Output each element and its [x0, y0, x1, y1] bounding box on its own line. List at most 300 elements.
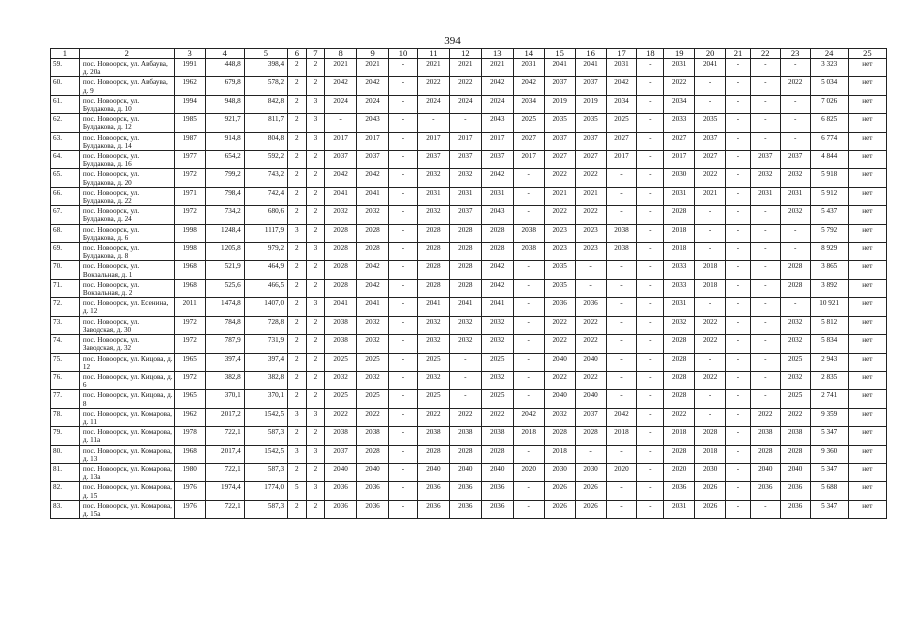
table-cell: 2017 [417, 132, 449, 150]
table-cell: 2021 [695, 187, 726, 205]
table-cell: - [726, 114, 751, 132]
table-cell: - [637, 151, 664, 169]
table-cell: 2028 [325, 261, 357, 279]
table-cell: 1976 [174, 500, 205, 518]
table-cell: 2040 [575, 390, 606, 408]
table-cell: 1972 [174, 206, 205, 224]
table-cell: - [513, 335, 544, 353]
table-cell: 2027 [513, 132, 544, 150]
table-cell: - [637, 335, 664, 353]
table-cell: 2032 [780, 316, 810, 334]
table-cell: - [389, 316, 418, 334]
table-cell: 2022 [544, 206, 575, 224]
table-cell: 2022 [575, 371, 606, 389]
table-cell: 2025 [417, 353, 449, 371]
table-cell: нет [848, 95, 886, 113]
table-cell: 2038 [606, 224, 637, 242]
table-cell: 2036 [481, 500, 513, 518]
table-cell: 2031 [481, 187, 513, 205]
table-cell: 2 [306, 187, 325, 205]
table-cell: 2037 [544, 132, 575, 150]
table-cell: нет [848, 500, 886, 518]
table-cell: - [726, 243, 751, 261]
table-cell: - [417, 114, 449, 132]
table-cell: - [726, 59, 751, 77]
table-cell: 2041 [481, 298, 513, 316]
row-number-cell: 82. [51, 482, 80, 500]
table-cell: 2031 [664, 500, 695, 518]
table-cell: 2032 [481, 335, 513, 353]
table-cell: 2021 [325, 59, 357, 77]
table-cell: 2017 [664, 151, 695, 169]
address-cell: пос. Новоорск, ул. Комарова, д. 13а [79, 463, 174, 481]
table-cell: 2021 [481, 59, 513, 77]
table-cell: 2031 [664, 298, 695, 316]
table-cell: - [637, 132, 664, 150]
table-cell: 2028 [544, 427, 575, 445]
table-cell: 2042 [513, 77, 544, 95]
table-cell: 2027 [575, 151, 606, 169]
table-cell: - [389, 77, 418, 95]
table-cell: 2028 [481, 243, 513, 261]
column-header: 13 [481, 49, 513, 59]
table-cell: - [750, 353, 780, 371]
table-cell: 2022 [695, 169, 726, 187]
table-cell: 5 918 [810, 169, 848, 187]
table-cell: - [575, 279, 606, 297]
address-cell: пос. Новоорск, ул. Булдакова, д. 16 [79, 151, 174, 169]
table-cell: 2 [288, 206, 307, 224]
table-cell: 2018 [664, 243, 695, 261]
table-cell: - [637, 445, 664, 463]
table-row [51, 335, 887, 353]
table-cell: 2 741 [810, 390, 848, 408]
table-cell: 2022 [575, 316, 606, 334]
table-cell: 2021 [575, 187, 606, 205]
table-cell: 2028 [325, 279, 357, 297]
table-cell: 2036 [544, 298, 575, 316]
table-cell: 2038 [325, 427, 357, 445]
table-cell: 2038 [325, 335, 357, 353]
table-cell: 2036 [325, 500, 357, 518]
table-cell: 2031 [780, 187, 810, 205]
table-cell: 1980 [174, 463, 205, 481]
column-header: 19 [664, 49, 695, 59]
table-cell: 2022 [357, 408, 389, 426]
table-cell: 1978 [174, 427, 205, 445]
row-number-cell: 62. [51, 114, 80, 132]
table-cell: 2030 [695, 463, 726, 481]
table-cell: - [513, 390, 544, 408]
table-cell: 2 [306, 59, 325, 77]
table-cell: 2 [306, 77, 325, 95]
table-cell: 2028 [357, 224, 389, 242]
table-cell: 2017 [513, 151, 544, 169]
table-cell: 2037 [325, 151, 357, 169]
table-cell: 2 [288, 132, 307, 150]
table-cell: - [513, 298, 544, 316]
table-cell: 1972 [174, 316, 205, 334]
table-cell: - [389, 482, 418, 500]
table-cell: 2025 [780, 353, 810, 371]
table-row [51, 169, 887, 187]
table-cell: 2038 [417, 427, 449, 445]
table-cell: 2038 [449, 427, 481, 445]
table-cell: 2036 [357, 500, 389, 518]
table-cell: 2025 [513, 114, 544, 132]
table-cell: - [750, 500, 780, 518]
table-cell: 9 359 [810, 408, 848, 426]
table-cell: 2035 [695, 114, 726, 132]
table-cell: 2032 [449, 335, 481, 353]
table-cell: нет [848, 371, 886, 389]
table-cell: 398,4 [244, 59, 287, 77]
table-cell: нет [848, 169, 886, 187]
table-cell: 2026 [544, 482, 575, 500]
table-cell: - [606, 206, 637, 224]
table-cell: 3 [288, 445, 307, 463]
table-cell: 2037 [750, 151, 780, 169]
address-cell: пос. Новоорск, ул. Комарова, д. 13 [79, 445, 174, 463]
table-cell: 2 [288, 463, 307, 481]
table-cell: 2028 [449, 279, 481, 297]
table-cell: - [389, 206, 418, 224]
table-cell: 587,3 [244, 427, 287, 445]
table-cell: - [726, 95, 751, 113]
row-number-cell: 78. [51, 408, 80, 426]
table-cell: - [695, 390, 726, 408]
table-cell: 4 844 [810, 151, 848, 169]
table-cell: 3 [306, 408, 325, 426]
table-cell: - [695, 95, 726, 113]
table-cell: 2038 [606, 243, 637, 261]
table-cell: 2025 [481, 353, 513, 371]
table-cell: 2040 [357, 463, 389, 481]
table-cell: 1974,4 [205, 482, 244, 500]
table-cell: 2018 [664, 224, 695, 242]
table-cell: - [726, 463, 751, 481]
table-cell: - [695, 408, 726, 426]
table-cell: 2041 [325, 298, 357, 316]
table-cell: 2032 [780, 169, 810, 187]
row-number-cell: 72. [51, 298, 80, 316]
table-cell: 5 688 [810, 482, 848, 500]
table-cell: 3 [306, 445, 325, 463]
table-cell: 2026 [544, 500, 575, 518]
column-header: 25 [848, 49, 886, 59]
table-cell: - [389, 427, 418, 445]
table-cell: 2 [306, 390, 325, 408]
table-row [51, 500, 887, 518]
table-cell: 2031 [449, 187, 481, 205]
table-cell: 2032 [357, 316, 389, 334]
table-cell: - [389, 243, 418, 261]
table-cell: 2023 [544, 243, 575, 261]
table-cell: 784,8 [205, 316, 244, 334]
table-row [51, 371, 887, 389]
table-cell: 2022 [449, 408, 481, 426]
row-number-cell: 69. [51, 243, 80, 261]
table-cell: - [449, 371, 481, 389]
table-cell: 2022 [575, 206, 606, 224]
table-cell: 2030 [664, 169, 695, 187]
row-number-cell: 74. [51, 335, 80, 353]
table-cell: 2032 [417, 169, 449, 187]
table-cell: 2 [306, 279, 325, 297]
table-cell: - [606, 169, 637, 187]
table-cell: 2028 [325, 243, 357, 261]
table-cell: 3 [306, 243, 325, 261]
row-number-cell: 68. [51, 224, 80, 242]
table-cell: 2028 [664, 390, 695, 408]
table-cell: 2028 [780, 261, 810, 279]
table-cell: - [637, 169, 664, 187]
table-cell: 979,2 [244, 243, 287, 261]
table-row [51, 316, 887, 334]
table-cell: нет [848, 77, 886, 95]
table-cell: 2032 [417, 206, 449, 224]
table-cell: 811,7 [244, 114, 287, 132]
row-number-cell: 66. [51, 187, 80, 205]
table-cell: нет [848, 353, 886, 371]
table-cell: 2033 [664, 261, 695, 279]
table-cell: 2018 [513, 427, 544, 445]
table-cell: 6 825 [810, 114, 848, 132]
table-cell: 680,6 [244, 206, 287, 224]
table-row [51, 151, 887, 169]
table-cell: - [695, 298, 726, 316]
table-cell: - [726, 298, 751, 316]
table-cell: - [513, 261, 544, 279]
table-cell: 2 943 [810, 353, 848, 371]
table-cell: 382,8 [205, 371, 244, 389]
table-cell: 2041 [575, 59, 606, 77]
table-cell: - [780, 95, 810, 113]
table-cell: 2022 [750, 408, 780, 426]
table-cell: 787,9 [205, 335, 244, 353]
table-cell: 2042 [357, 261, 389, 279]
table-cell: 397,4 [244, 353, 287, 371]
table-cell: - [726, 390, 751, 408]
row-number-cell: 67. [51, 206, 80, 224]
row-number-cell: 83. [51, 500, 80, 518]
column-header: 4 [205, 49, 244, 59]
table-cell: 921,7 [205, 114, 244, 132]
table-cell: 592,2 [244, 151, 287, 169]
table-cell: 2037 [575, 77, 606, 95]
table-cell: - [726, 261, 751, 279]
table-cell: - [750, 335, 780, 353]
table-cell: 2040 [325, 463, 357, 481]
column-header: 21 [726, 49, 751, 59]
table-cell: 5 834 [810, 335, 848, 353]
table-cell: 799,2 [205, 169, 244, 187]
table-cell: 2019 [575, 95, 606, 113]
table-cell: - [513, 500, 544, 518]
table-cell: 2028 [575, 427, 606, 445]
table-cell: 2036 [417, 482, 449, 500]
table-cell: 2036 [664, 482, 695, 500]
table-cell: 2020 [664, 463, 695, 481]
table-cell: 2 [306, 169, 325, 187]
table-cell: нет [848, 298, 886, 316]
address-cell: пос. Новоорск, ул. Вокзальная, д. 1 [79, 261, 174, 279]
column-header: 10 [389, 49, 418, 59]
table-cell: 2032 [544, 408, 575, 426]
table-cell: - [575, 261, 606, 279]
table-cell: - [637, 261, 664, 279]
table-cell: - [750, 132, 780, 150]
table-row [51, 353, 887, 371]
table-cell: 2042 [513, 408, 544, 426]
table-cell: нет [848, 335, 886, 353]
address-cell: пос. Новоорск, ул. Булдакова, д. 12 [79, 114, 174, 132]
table-cell: 2022 [780, 77, 810, 95]
table-cell: нет [848, 114, 886, 132]
table-cell: - [780, 132, 810, 150]
address-cell: пос. Новоорск, ул. Комарова, д. 15 [79, 482, 174, 500]
table-cell: - [606, 500, 637, 518]
table-cell: 2042 [325, 169, 357, 187]
table-cell: 2021 [357, 59, 389, 77]
table-cell: 2 [288, 187, 307, 205]
table-cell: 2038 [357, 427, 389, 445]
table-cell: 2018 [606, 427, 637, 445]
table-cell: 2042 [357, 169, 389, 187]
table-row [51, 132, 887, 150]
table-cell: 2026 [575, 500, 606, 518]
table-cell: 2025 [325, 390, 357, 408]
column-header: 7 [306, 49, 325, 59]
table-cell: 728,8 [244, 316, 287, 334]
table-cell: 2027 [695, 151, 726, 169]
table-cell: - [389, 353, 418, 371]
table-cell: - [389, 445, 418, 463]
table-cell: 2038 [481, 427, 513, 445]
table-cell: 2028 [481, 224, 513, 242]
table-cell: - [726, 316, 751, 334]
table-cell: 2027 [544, 151, 575, 169]
table-cell: 1542,5 [244, 408, 287, 426]
table-cell: 2042 [481, 261, 513, 279]
table-cell: 2028 [664, 335, 695, 353]
row-number-cell: 71. [51, 279, 80, 297]
table-cell: 2032 [481, 371, 513, 389]
table-cell: 2 835 [810, 371, 848, 389]
address-cell: пос. Новоорск, ул. Кицова, д. 6 [79, 371, 174, 389]
column-header: 8 [325, 49, 357, 59]
table-cell: 2032 [780, 371, 810, 389]
table-cell: 2 [306, 151, 325, 169]
table-cell: 397,4 [205, 353, 244, 371]
table-row [51, 261, 887, 279]
table-cell: 1205,8 [205, 243, 244, 261]
table-cell: - [513, 169, 544, 187]
table-cell: - [606, 390, 637, 408]
table-cell: 2018 [544, 445, 575, 463]
table-cell: - [726, 445, 751, 463]
row-number-cell: 75. [51, 353, 80, 371]
table-cell: 3 [306, 95, 325, 113]
table-cell: - [389, 95, 418, 113]
table-cell: 2022 [544, 371, 575, 389]
table-cell: 2018 [695, 261, 726, 279]
table-cell: 3 [306, 298, 325, 316]
table-cell: 5 347 [810, 463, 848, 481]
table-row [51, 243, 887, 261]
table-cell: 2028 [780, 445, 810, 463]
row-number-cell: 80. [51, 445, 80, 463]
table-cell: 2 [288, 151, 307, 169]
table-cell: 2036 [449, 482, 481, 500]
table-cell: 2 [288, 243, 307, 261]
table-cell: 587,3 [244, 463, 287, 481]
table-cell: 3 323 [810, 59, 848, 77]
table-cell: 3 892 [810, 279, 848, 297]
table-cell: 2028 [780, 279, 810, 297]
table-cell: 1248,4 [205, 224, 244, 242]
table-cell: - [606, 298, 637, 316]
table-cell: 2024 [481, 95, 513, 113]
table-row [51, 59, 887, 77]
table-cell: - [726, 206, 751, 224]
address-cell: пос. Новоорск, ул. Кицова, д. 8 [79, 390, 174, 408]
table-cell: - [389, 132, 418, 150]
table-cell: - [513, 371, 544, 389]
table-cell: 2032 [449, 316, 481, 334]
table-cell: - [513, 316, 544, 334]
table-cell: 2028 [449, 261, 481, 279]
table-cell: - [606, 187, 637, 205]
table-cell: - [513, 482, 544, 500]
address-cell: пос. Новоорск, ул. Комарова, д. 15а [79, 500, 174, 518]
table-cell: 2022 [325, 408, 357, 426]
table-cell: - [606, 335, 637, 353]
table-cell: 2036 [449, 500, 481, 518]
table-cell: - [750, 77, 780, 95]
table-cell: 2024 [417, 95, 449, 113]
table-cell: 1965 [174, 353, 205, 371]
table-cell: 2042 [325, 77, 357, 95]
table-cell: 2036 [481, 482, 513, 500]
table-row [51, 463, 887, 481]
table-cell: 2042 [357, 77, 389, 95]
column-header: 11 [417, 49, 449, 59]
table-cell: 2017 [481, 132, 513, 150]
table-cell: 2036 [750, 482, 780, 500]
table-cell: нет [848, 224, 886, 242]
table-cell: 2037 [544, 77, 575, 95]
table-cell: - [513, 206, 544, 224]
table-cell: нет [848, 463, 886, 481]
table-cell: 2037 [575, 408, 606, 426]
table-row [51, 482, 887, 500]
table-cell: 5 792 [810, 224, 848, 242]
table-cell: 1407,0 [244, 298, 287, 316]
table-cell: 2043 [481, 114, 513, 132]
column-header: 20 [695, 49, 726, 59]
table-cell: 2032 [481, 316, 513, 334]
table-cell: 2022 [695, 335, 726, 353]
table-cell: - [750, 316, 780, 334]
row-number-cell: 77. [51, 390, 80, 408]
table-cell: - [389, 335, 418, 353]
table-cell: 370,1 [244, 390, 287, 408]
table-cell: 2028 [664, 445, 695, 463]
table-cell: 2041 [357, 298, 389, 316]
table-cell: 2035 [544, 279, 575, 297]
table-cell: 2 [306, 371, 325, 389]
